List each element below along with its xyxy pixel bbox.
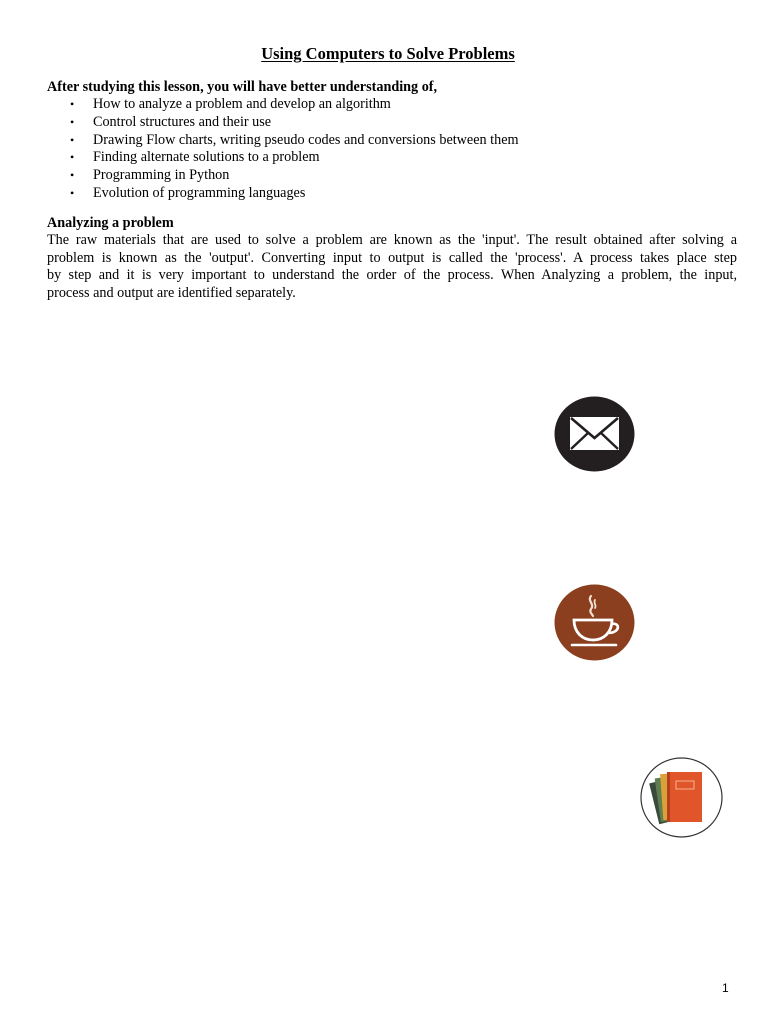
objectives-list [47, 96, 519, 203]
list-item [47, 132, 519, 150]
list-item [47, 167, 519, 185]
list-item-text: Finding alternate solutions to a problem [93, 149, 320, 166]
list-item-text: Evolution of programming languages [93, 184, 306, 201]
list-item [47, 96, 519, 114]
coffee-cup-icon[interactable] [554, 584, 635, 661]
bullet-icon: • [70, 150, 75, 165]
paragraph-line: problem is known as the 'output'. Converting input to output is called the 'process'. A process takes place step [47, 249, 737, 266]
envelope-icon[interactable] [554, 396, 635, 472]
bullet-icon: • [70, 132, 75, 147]
section-heading: Analyzing a problem [47, 215, 174, 231]
bullet-icon: • [70, 168, 75, 183]
list-item [47, 114, 519, 132]
intro-text: After studying this lesson, you will have better understanding of, [47, 79, 438, 95]
paragraph-line: The raw materials that are used to solve a problem are known as the 'input'. The result obtained after solving a [47, 232, 737, 248]
list-item-text: How to analyze a problem and develop an algorithm [93, 96, 391, 112]
bullet-icon: • [70, 97, 75, 111]
list-item-text: Drawing Flow charts, writing pseudo codes and conversions between them [93, 131, 519, 148]
list-item [47, 185, 519, 203]
bullet-icon: • [70, 185, 75, 200]
paragraph-line: process and output are identified separately. [47, 284, 296, 301]
list-item-text: Programming in Python [93, 167, 230, 184]
list-item [47, 149, 519, 167]
bullet-icon: • [70, 114, 75, 129]
books-icon[interactable] [640, 757, 723, 838]
page-number: 1 [722, 981, 729, 995]
page-title: Using Computers to Solve Problems [261, 44, 515, 63]
list-item-text: Control structures and their use [93, 113, 272, 130]
paragraph-line: by step and it is very important to understand the order of the process. When Analyzing a problem, the input, [47, 267, 737, 283]
section-paragraph [47, 232, 737, 302]
